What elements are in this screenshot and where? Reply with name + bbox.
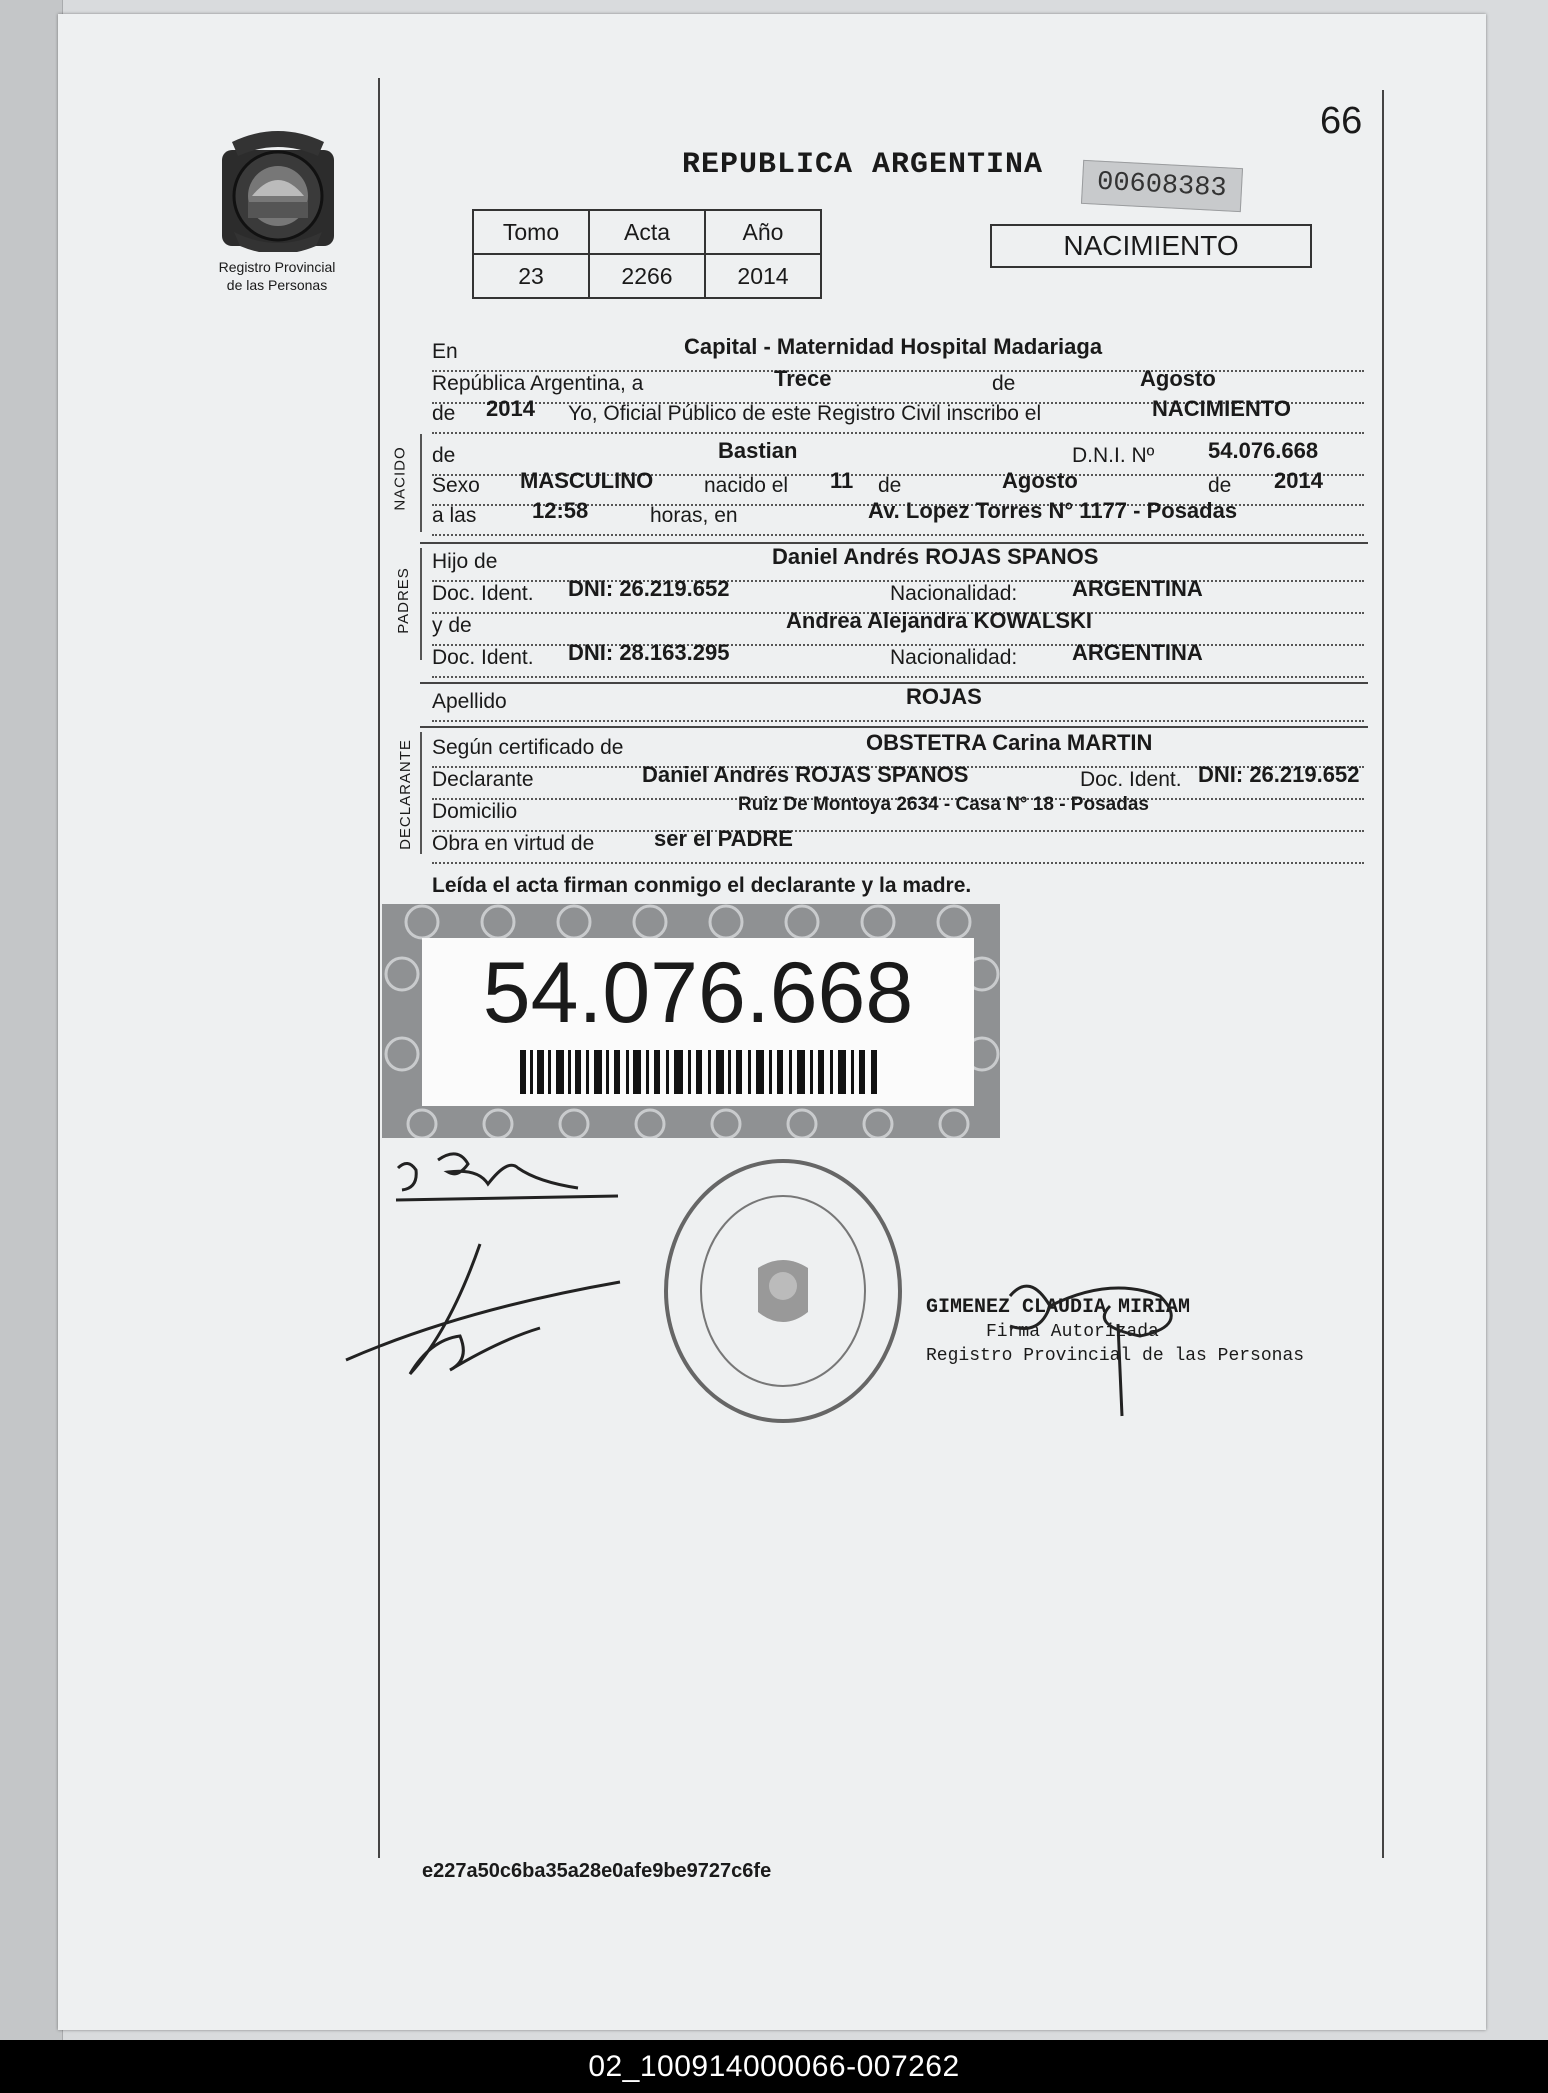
label-de-name: de (432, 444, 456, 467)
label-mother-nac: Nacionalidad: (890, 646, 1018, 669)
row-obra (432, 826, 1364, 864)
official-seal (662, 1156, 904, 1426)
emblem-label-line1: Registro Provincial (218, 259, 336, 275)
row-apellido (432, 684, 1364, 722)
ref-value-acta: 2266 (589, 254, 705, 298)
signer-name: GIMENEZ CLAUDIA MIRIAM (926, 1296, 1191, 1319)
value-sexo: MASCULINO (520, 468, 654, 493)
ref-value-anio: 2014 (705, 254, 821, 298)
declarante-bar (420, 732, 422, 854)
label-republica: República Argentina, a (432, 372, 644, 395)
label-en: En (432, 340, 458, 363)
value-birth-year: 2014 (1274, 468, 1323, 493)
provincial-emblem (218, 124, 338, 252)
label-de-year: de (432, 402, 456, 425)
nacido-bar (420, 434, 422, 532)
value-month: Agosto (1140, 366, 1216, 391)
row-mother-doc (432, 640, 1364, 678)
value-domicilio: Ruiz De Montoya 2634 - Casa N° 18 - Posadas (738, 794, 1149, 815)
label-de-birth-month: de (878, 474, 902, 497)
value-declarante-doc: DNI: 26.219.652 (1198, 762, 1360, 787)
value-father-doc: DNI: 26.219.652 (568, 576, 730, 601)
seal-icon (662, 1156, 904, 1426)
signer-org: Registro Provincial de las Personas (926, 1346, 1305, 1366)
label-sexo: Sexo (432, 474, 480, 497)
label-obra: Obra en virtud de (432, 832, 595, 855)
reference-table (472, 209, 822, 299)
value-mother-name: Andrea Alejandra KOWALSKI (786, 608, 1093, 633)
emblem-label (202, 258, 352, 294)
registrar-signature (990, 1266, 1210, 1426)
row-oficial (432, 396, 1364, 434)
record-type-box: NACIMIENTO (990, 224, 1312, 268)
label-domicilio: Domicilio (432, 800, 518, 823)
serial-number-stamp: 00608383 (1081, 160, 1243, 212)
value-mother-nac: ARGENTINA (1072, 640, 1203, 665)
ref-header-tomo: Tomo (473, 210, 589, 254)
ref-header-anio: Año (705, 210, 821, 254)
value-day-word: Trece (774, 366, 832, 391)
label-nacido-el: nacido el (704, 474, 789, 497)
value-birth-place: Av. Lopez Torres N° 1177 - Posadas (868, 498, 1238, 523)
value-mother-doc: DNI: 28.163.295 (568, 640, 730, 665)
sticker-dni-number: 54.076.668 (482, 945, 914, 1041)
label-certificado: Según certificado de (432, 736, 624, 759)
document-hash: e227a50c6ba35a28e0afe9be9727c6fe (422, 1860, 772, 1882)
reference-value-row (473, 254, 821, 298)
label-de-month: de (992, 372, 1016, 395)
label-father-nac: Nacionalidad: (890, 582, 1018, 605)
ref-header-acta: Acta (589, 210, 705, 254)
value-birth-time: 12:58 (532, 498, 589, 523)
value-certificado: OBSTETRA Carina MARTIN (866, 730, 1153, 755)
label-a-las: a las (432, 504, 477, 527)
value-birth-month: Agosto (1002, 468, 1078, 493)
value-father-name: Daniel Andrés ROJAS SPANOS (772, 544, 1099, 569)
file-id-bar: 02_100914000066-007262 (0, 2040, 1548, 2093)
value-place: Capital - Maternidad Hospital Madariaga (684, 334, 1103, 359)
emblem-icon (218, 124, 338, 252)
row-domicilio (432, 794, 1364, 832)
signer-role: Firma Autorizada (986, 1322, 1159, 1342)
label-declarante: Declarante (432, 768, 534, 791)
label-apellido: Apellido (432, 690, 507, 713)
section-label-declarante: DECLARANTE (396, 739, 414, 850)
reference-header-row (473, 210, 821, 254)
padres-bar (420, 548, 422, 660)
label-hijo-de: Hijo de (432, 550, 498, 573)
label-father-doc: Doc. Ident. (432, 582, 534, 605)
rule-after-padres (420, 682, 1368, 684)
label-dni: D.N.I. Nº (1072, 444, 1155, 467)
value-act-type: NACIMIENTO (1152, 396, 1291, 421)
section-label-nacido: NACIDO (391, 446, 409, 511)
sticker-label (422, 938, 974, 1106)
barcode-icon (520, 1050, 880, 1094)
value-obra: ser el PADRE (654, 826, 793, 851)
emblem-label-line2: de las Personas (226, 277, 328, 293)
page-number: 66 (1320, 100, 1363, 142)
label-mother-doc: Doc. Ident. (432, 646, 534, 669)
mother-signature (340, 1240, 630, 1390)
value-child-name: Bastian (718, 438, 798, 463)
label-oficial: Yo, Oficial Público de este Registro Civil inscribo el (568, 402, 1042, 425)
value-birth-day: 11 (830, 468, 854, 493)
label-horas-en: horas, en (650, 504, 738, 527)
left-margin-line (378, 78, 380, 1858)
dni-sticker (382, 904, 1000, 1138)
label-declarante-doc: Doc. Ident. (1080, 768, 1182, 791)
row-hora (432, 498, 1364, 536)
section-label-padres: PADRES (394, 567, 412, 634)
closing-statement: Leída el acta firman conmigo el declarante y la madre. (432, 874, 972, 897)
label-de-birth-year: de (1208, 474, 1232, 497)
rule-after-apellido (420, 726, 1368, 728)
value-year: 2014 (486, 396, 535, 421)
value-father-nac: ARGENTINA (1072, 576, 1203, 601)
right-margin-line (1382, 90, 1384, 1858)
value-child-dni: 54.076.668 (1208, 438, 1319, 463)
declarant-signature (388, 1138, 628, 1218)
document-title: REPUBLICA ARGENTINA (682, 148, 1044, 182)
row-en (432, 334, 1364, 372)
underlying-sheet (0, 0, 63, 2040)
ref-value-tomo: 23 (473, 254, 589, 298)
value-apellido: ROJAS (906, 684, 982, 709)
value-declarante: Daniel Andrés ROJAS SPANOS (642, 762, 969, 787)
label-y-de: y de (432, 614, 472, 637)
